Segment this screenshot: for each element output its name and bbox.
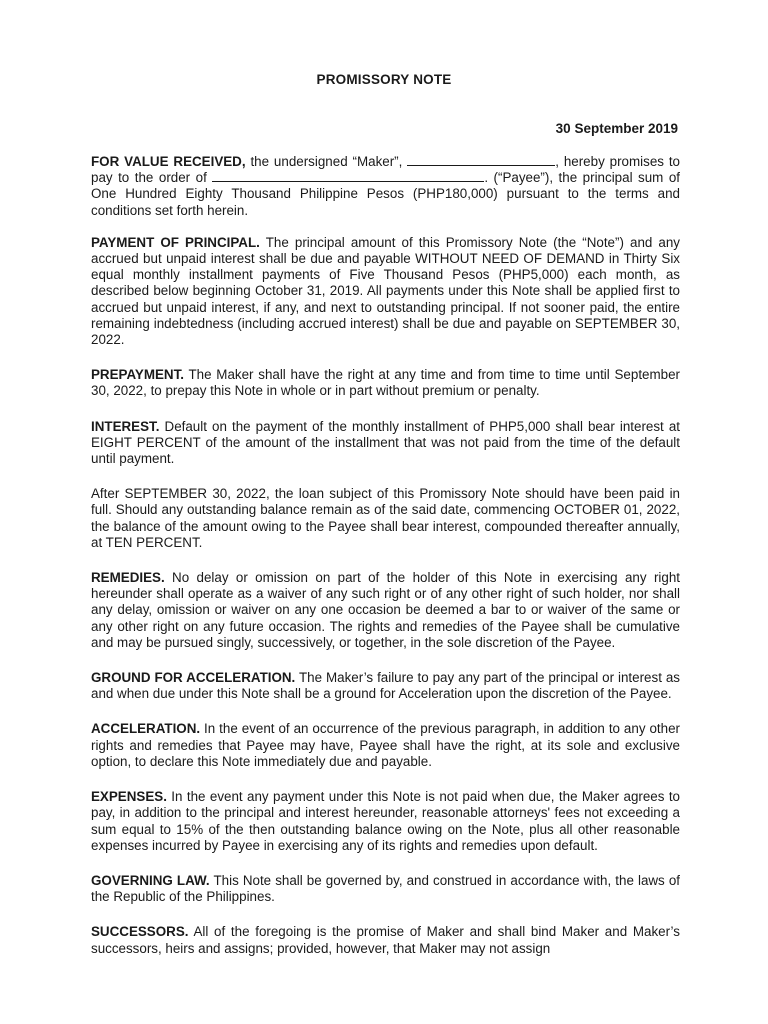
paragraph-interest — [91, 419, 680, 468]
paragraph-text: the undersigned “Maker”, — [245, 154, 408, 169]
paragraph-text: . (“Payee”), the principal sum of One Hundred Eighty Thousand Philippine Pesos (PHP180,000) pursuant to the terms and conditions set forth herein. — [91, 170, 681, 218]
paragraph-text: In the event of an occurrence of the previous paragraph, in addition to any other rights and remedies that Payee may have, Payee shall have the right, at its sole and exclusive option, to declare this Note immediately due and payable. — [91, 721, 680, 769]
paragraph-heading: FOR VALUE RECEIVED, — [91, 154, 246, 169]
paragraph-heading: PREPAYMENT. — [91, 367, 185, 383]
paragraph-governing-law — [91, 873, 680, 905]
paragraph-text: In the event any payment under this Note is not paid when due, the Maker agrees to pay, in addition to the principal and interest hereunder, reasonable attorneys' fees not exceeding a sum equal to 15% of the then outstanding balance owing on the Note, plus all other reasonable expenses incurred by Payee in exercising any of its rights and remedies upon default. — [91, 789, 680, 853]
paragraph-text: , hereby promises to pay to the order of — [91, 154, 680, 186]
paragraph-heading: PAYMENT OF PRINCIPAL. — [91, 234, 260, 250]
paragraph-text: The Maker shall have the right at any time and from time to time until September 30, 2022, to prepay this Note in whole or in part without premium or penalty. — [91, 367, 680, 399]
paragraph-text: Default on the payment of the monthly installment of PHP5,000 shall bear interest at EIGHT PERCENT of the amount of the installment that was not paid from the time of the default until payment. — [91, 418, 680, 467]
paragraph-value-received — [91, 154, 680, 219]
paragraph-text: This Note shall be governed by, and construed in accordance with, the laws of the Republic of the Philippines. — [91, 872, 680, 905]
paragraph-successors — [91, 924, 680, 956]
maker-name-blank — [407, 154, 555, 166]
paragraph-payment-of-principal — [91, 235, 680, 348]
paragraph-text: All of the foregoing is the promise of Maker and shall bind Maker and Maker’s successors, heirs and assigns; provided, however, that Maker may not assign — [91, 924, 680, 956]
paragraph-heading: INTEREST. — [91, 418, 160, 434]
paragraph-acceleration — [91, 721, 680, 770]
paragraph-prepayment — [91, 367, 680, 399]
paragraph-text: After SEPTEMBER 30, 2022, the loan subject of this Promissory Note should have been paid in full. Should any outstanding balance remain as of the said date, commencing OCTOBER 01, 2022, the balance of the amount owing to the Payee shall bear interest, compounded thereafter annually, at TEN PERCENT. — [91, 486, 680, 550]
paragraph-ground-for-acceleration — [91, 670, 680, 702]
document-date: 30 September 2019 — [555, 121, 678, 136]
paragraph-text: The principal amount of this Promissory Note (the “Note”) and any accrued but unpaid interest shall be due and payable WITHOUT NEED OF DEMAND in Thirty Six equal monthly installment payments of Five Thousand Pesos (PHP5,000) each month, as described below beginning October 31, 2019. All payments under this Note shall be applied first to accrued but unpaid interest, if any, and next to outstanding principal. If not sooner paid, the entire remaining indebtedness (including accrued interest) shall be due and payable on SEPTEMBER 30, 2022. — [91, 234, 680, 348]
paragraph-heading: EXPENSES. — [91, 789, 167, 805]
paragraph-heading: GROUND FOR ACCELERATION. — [91, 670, 296, 686]
paragraph-remedies — [91, 570, 680, 651]
payee-name-blank — [212, 170, 484, 182]
paragraph-heading: REMEDIES. — [91, 570, 165, 586]
document-title: PROMISSORY NOTE — [316, 72, 452, 87]
paragraph-text: The Maker’s failure to pay any part of the principal or interest as and when due under this Note shall be a ground for Acceleration upon the discretion of the Payee. — [91, 670, 680, 702]
paragraph-text: No delay or omission on part of the holder of this Note in exercising any right hereunder shall operate as a waiver of any such right or of any other right of such holder, nor shall any delay, omission or waiver on any one occasion be deemed a bar to or waiver of the same or any other right on any future occasion. The rights and remedies of the Payee shall be cumulative and may be pursued singly, successively, or together, in the sole discretion of the Payee. — [91, 570, 680, 650]
paragraph-heading: GOVERNING LAW. — [91, 872, 210, 888]
paragraph-heading: ACCELERATION. — [91, 721, 201, 737]
document-body — [91, 154, 680, 973]
paragraph-expenses — [91, 789, 680, 854]
paragraph-heading: SUCCESSORS. — [91, 924, 189, 940]
paragraph-after-maturity — [91, 486, 680, 551]
